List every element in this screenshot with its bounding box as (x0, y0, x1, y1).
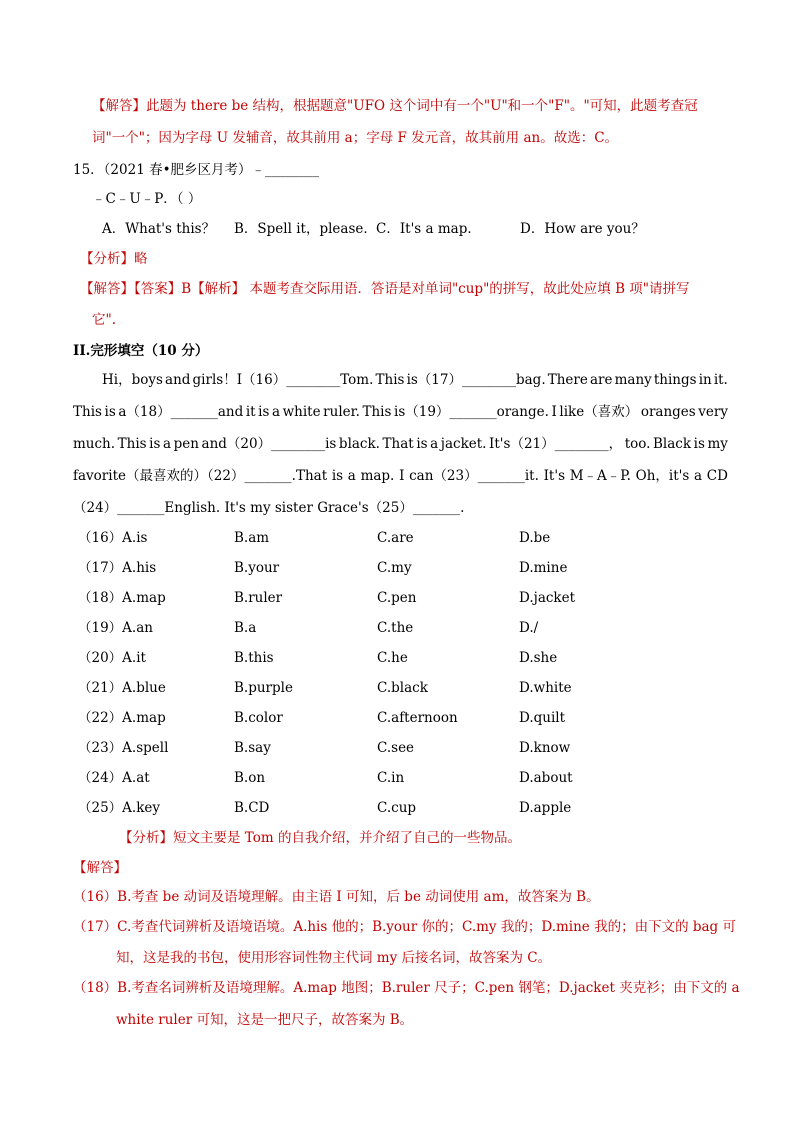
option-a: （21）A.blue (78, 680, 166, 696)
option-c: C.in (377, 770, 405, 786)
passage-line-2 (73, 402, 728, 422)
q14-answer-line-1: 【解答】此题为 there be 结构，根据题意"UFO 这个词中有一个"U"和一个"F"。"可知，此题考查冠 (92, 98, 698, 114)
passage-word: Black (653, 436, 692, 452)
option-d: D.jacket (519, 590, 576, 606)
passage-word: a (347, 468, 356, 484)
q15-analysis: 【分析】略 (80, 251, 148, 267)
passage-word: a (430, 436, 439, 452)
q15-option-a: A．What's this？ (102, 221, 216, 237)
option-a: （17）A.his (78, 560, 157, 576)
passage-word: my (707, 436, 728, 452)
passage-word: I (551, 404, 557, 420)
passage-word: is（19）_______orange. (394, 404, 549, 420)
passage-line-3 (73, 434, 728, 454)
passage-word: It's（21）________， (489, 436, 623, 452)
option-d: D.about (519, 770, 573, 786)
passage-word: This (362, 404, 392, 420)
passage-word: girls！I（16）________Tom. (192, 372, 374, 388)
q15-dialog: ﹣C﹣U﹣P．（ ） (92, 191, 202, 207)
passage-word: This (117, 436, 147, 452)
option-c: C.see (377, 740, 415, 756)
option-d: D.mine (519, 560, 568, 576)
option-a: （23）A.spell (78, 740, 169, 756)
answer-head: 【解答】 (73, 860, 127, 876)
option-b: B.purple (234, 680, 293, 696)
passage-word: It's (543, 468, 565, 484)
option-d: D.apple (519, 800, 572, 816)
q14-answer-line-2: 词"一个"；因为字母 U 发辅音，故其前用 a；字母 F 发元音，故其前用 an。故选：C。 (92, 130, 619, 146)
option-c: C.black (377, 680, 428, 696)
passage-word: much. (73, 436, 116, 452)
section-title: II.完形填空（10 分） (73, 343, 209, 359)
q15-option-d: D．How are you？ (520, 221, 645, 237)
passage-word: is (693, 436, 705, 452)
passage-word: it (245, 404, 256, 420)
passage-word: I (399, 468, 405, 484)
option-c: C.pen (377, 590, 417, 606)
passage-word: like（喜欢） (559, 404, 639, 420)
passage-word: is (104, 404, 116, 420)
passage-word: is (149, 436, 161, 452)
option-a: （25）A.key (78, 800, 161, 816)
passage-word: are (589, 372, 613, 388)
passage-word: things (653, 372, 697, 388)
option-a: （16）A.is (78, 530, 148, 546)
q15-option-b: B．Spell it，please． (234, 221, 377, 237)
option-b: B.a (234, 620, 257, 636)
option-b: B.say (234, 740, 271, 756)
answer-18-line-2: white ruler 可知，这是一把尺子，故答案为 B。 (116, 1012, 414, 1028)
passage-word: oranges (640, 404, 696, 420)
option-d: D.know (519, 740, 571, 756)
passage-word: This (375, 372, 405, 388)
option-b: B.CD (234, 800, 270, 816)
option-a: （18）A.map (78, 590, 166, 606)
passage-line-4 (73, 466, 728, 486)
option-c: C.the (377, 620, 414, 636)
passage-word: a（18）_______and (118, 404, 244, 420)
option-c: C.he (377, 650, 408, 666)
answer-17-line-2: 知，这是我的书包，使用形容词性物主代词 my 后接名词，故答案为 C。 (116, 950, 552, 966)
option-c: C.are (377, 530, 414, 546)
passage-word: is (258, 404, 270, 420)
passage-word: can（23）_______it. (409, 468, 539, 484)
passage-word: M﹣A﹣P. (569, 468, 631, 484)
q15-answer-line-2: 它". (92, 312, 117, 328)
passage-word: too. (624, 436, 651, 452)
passage-word: a (271, 404, 281, 420)
passage-word: and (165, 372, 191, 388)
option-a: （24）A.at (78, 770, 150, 786)
option-d: D./ (519, 620, 539, 636)
passage-word: it. (713, 372, 728, 388)
q15-header: 15．（2021 春•肥乡区月考）﹣________ (73, 162, 320, 178)
option-b: B.your (234, 560, 280, 576)
option-b: B.color (234, 710, 283, 726)
q15-option-c: C．It's a map． (376, 221, 481, 237)
option-d: D.be (519, 530, 551, 546)
answer-17-line-1: （17）C.考查代词辨析及语境语境。A.his 他的；B.your 你的；C.my 我的；D.mine 我的；由下文的 bag 可 (73, 919, 736, 935)
passage-word: very (698, 404, 728, 420)
passage-word: and（20）________is (201, 436, 337, 452)
passage-word: many (614, 372, 652, 388)
passage-word: a (693, 468, 703, 484)
passage-word: This (73, 404, 102, 420)
passage-word: white (282, 404, 321, 420)
option-c: C.cup (377, 800, 417, 816)
passage-line-1 (102, 370, 728, 390)
option-a: （19）A.an (78, 620, 153, 636)
passage-word: is (331, 468, 344, 484)
passage-word: black. (338, 436, 380, 452)
passage-word: is（17）________bag. (406, 372, 546, 388)
passage-word: That (382, 436, 414, 452)
option-b: B.am (234, 530, 270, 546)
passage-word: map. (360, 468, 395, 484)
option-b: B.on (234, 770, 266, 786)
passage-word: There (547, 372, 588, 388)
option-b: B.ruler (234, 590, 283, 606)
passage-word: is (416, 436, 428, 452)
option-d: D.quilt (519, 710, 566, 726)
passage-word: in (698, 372, 712, 388)
answer-18-line-1: （18）B.考查名词辨析及语境理解。A.map 地图；B.ruler 尺子；C.pen 钢笔；D.jacket 夹克衫；由下文的 a (73, 980, 740, 996)
option-c: C.afternoon (377, 710, 458, 726)
passage-word: CD (706, 468, 728, 484)
passage-analysis: 【分析】短文主要是 Tom 的自我介绍，并介绍了自己的一些物品。 (119, 830, 521, 846)
passage-line-5: （24）_______English. It's my sister Grace's（25）_______. (73, 500, 465, 516)
answer-16: （16）B.考查 be 动词及语境理解。由主语 I 可知，后 be 动词使用 am，故答案为 B。 (73, 889, 600, 905)
option-c: C.my (377, 560, 412, 576)
passage-word: Hi，boys (102, 372, 163, 388)
passage-word: ruler. (323, 404, 360, 420)
passage-word: pen (173, 436, 199, 452)
passage-word: favorite（最喜欢的）（22）_______.That (73, 468, 328, 484)
passage-word: a (162, 436, 172, 452)
option-a: （22）A.map (78, 710, 166, 726)
option-d: D.she (519, 650, 558, 666)
option-a: （20）A.it (78, 650, 146, 666)
q15-answer-line-1: 【解答】【答案】B【解析】 本题考查交际用语．答语是对单词"cup"的拼写，故此处应填 B 项"请拼写 (80, 281, 690, 297)
passage-word: Oh，it's (635, 468, 690, 484)
passage-word: jacket. (440, 436, 487, 452)
option-b: B.this (234, 650, 274, 666)
option-d: D.white (519, 680, 572, 696)
